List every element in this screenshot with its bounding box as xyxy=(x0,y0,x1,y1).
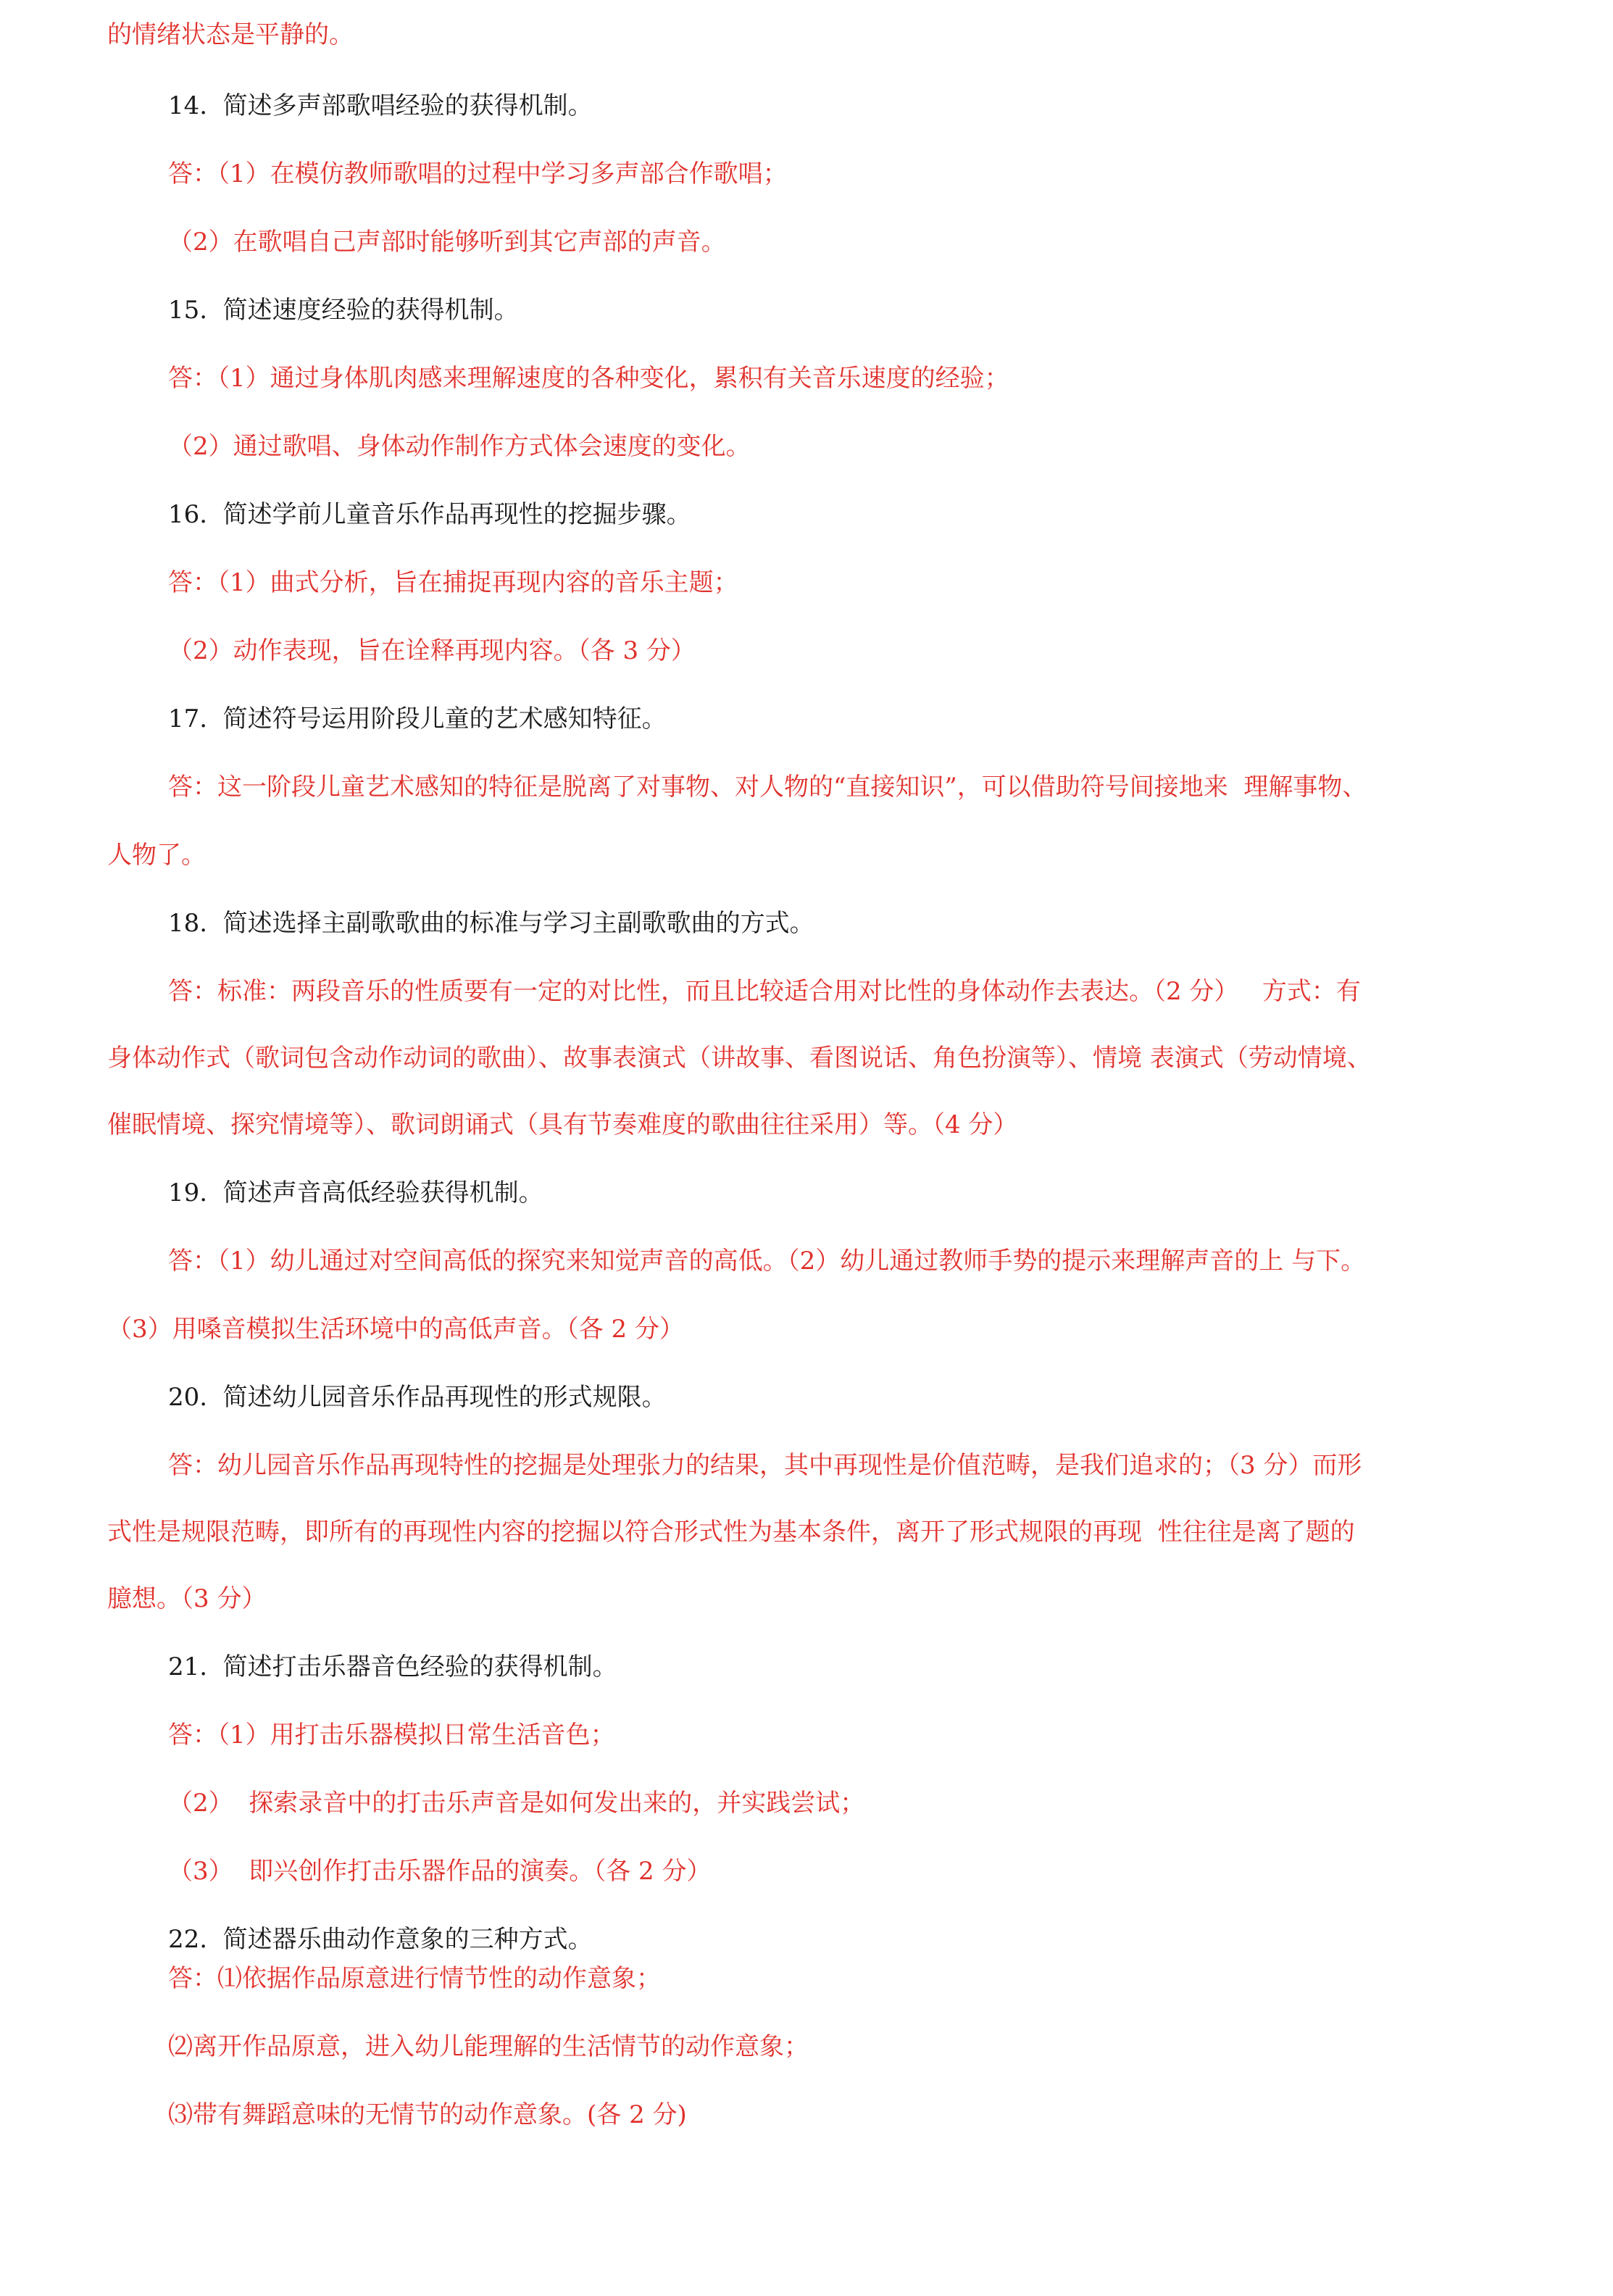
answer-line: 臆想。（3 分） xyxy=(107,1584,267,1613)
answer-line: 的情绪状态是平静的。 xyxy=(107,20,354,49)
answer-line: ⑶带有舞蹈意味的无情节的动作意象。(各 2 分) xyxy=(168,2100,687,2129)
answer-line: 答：⑴依据作品原意进行情节性的动作意象； xyxy=(168,1964,661,1993)
answer-line: ⑵离开作品原意，进入幼儿能理解的生活情节的动作意象； xyxy=(168,2032,809,2061)
answer-line: 身体动作式（歌词包含动作动词的歌曲）、故事表演式（讲故事、看图说话、角色扮演等）、情境 表演式（劳动情境、 xyxy=(107,1044,1372,1073)
answer-line: （2） 探索录音中的打击乐声音是如何发出来的，并实践尝试； xyxy=(168,1789,865,1818)
answer-line: 式性是规限范畴，即所有的再现性内容的挖掘以符合形式性为基本条件，离开了形式规限的再现 性往往是离了题的 xyxy=(107,1518,1355,1547)
answer-line: 答：（1）用打击乐器模拟日常生活音色； xyxy=(168,1721,615,1750)
question-line: 21. 简述打击乐器音色经验的获得机制。 xyxy=(168,1652,617,1681)
question-line: 22. 简述器乐曲动作意象的三种方式。 xyxy=(168,1925,593,1954)
question-line: 17. 简述符号运用阶段儿童的艺术感知特征。 xyxy=(168,704,667,733)
answer-line: 答：（1）幼儿通过对空间高低的探究来知觉声音的高低。（2）幼儿通过教师手势的提示来理解声音的上 与下。 xyxy=(168,1247,1366,1276)
question-line: 14. 简述多声部歌唱经验的获得机制。 xyxy=(168,91,593,120)
answer-line: 答：（1）在模仿教师歌唱的过程中学习多声部合作歌唱； xyxy=(168,159,788,188)
answer-line: 答：（1）通过身体肌肉感来理解速度的各种变化，累积有关音乐速度的经验； xyxy=(168,364,1009,393)
answer-line: （3） 即兴创作打击乐器作品的演奏。（各 2 分） xyxy=(168,1857,712,1886)
answer-line: 答：幼儿园音乐作品再现特性的挖掘是处理张力的结果，其中再现性是价值范畴，是我们追求的；（3 分）而形 xyxy=(168,1451,1362,1480)
answer-line: 答：标准：两段音乐的性质要有一定的对比性，而且比较适合用对比性的身体动作去表达。（2 分） 方式：有 xyxy=(168,977,1361,1006)
answer-line: （2）在歌唱自己声部时能够听到其它声部的声音。 xyxy=(168,228,726,257)
answer-line: （3）用嗓音模拟生活环境中的高低声音。（各 2 分） xyxy=(107,1315,684,1344)
answer-line: 答：（1）曲式分析，旨在捕捉再现内容的音乐主题； xyxy=(168,568,738,597)
question-line: 20. 简述幼儿园音乐作品再现性的形式规限。 xyxy=(168,1383,667,1412)
answer-line: 人物了。 xyxy=(107,841,206,870)
question-line: 16. 简述学前儿童音乐作品再现性的挖掘步骤。 xyxy=(168,500,691,529)
answer-line: 催眠情境、探究情境等）、歌词朗诵式（具有节奏难度的歌曲往往采用）等。（4 分） xyxy=(107,1110,1018,1139)
answer-line: （2）动作表现，旨在诠释再现内容。（各 3 分） xyxy=(168,636,696,665)
question-line: 18. 简述选择主副歌歌曲的标准与学习主副歌歌曲的方式。 xyxy=(168,909,814,938)
answer-line: （2）通过歌唱、身体动作制作方式体会速度的变化。 xyxy=(168,432,751,461)
answer-line: 答：这一阶段儿童艺术感知的特征是脱离了对事物、对人物的“直接知识”，可以借助符号间接地来 理解事物、 xyxy=(168,773,1367,802)
question-line: 19. 简述声音高低经验获得机制。 xyxy=(168,1178,543,1207)
question-line: 15. 简述速度经验的获得机制。 xyxy=(168,296,519,325)
